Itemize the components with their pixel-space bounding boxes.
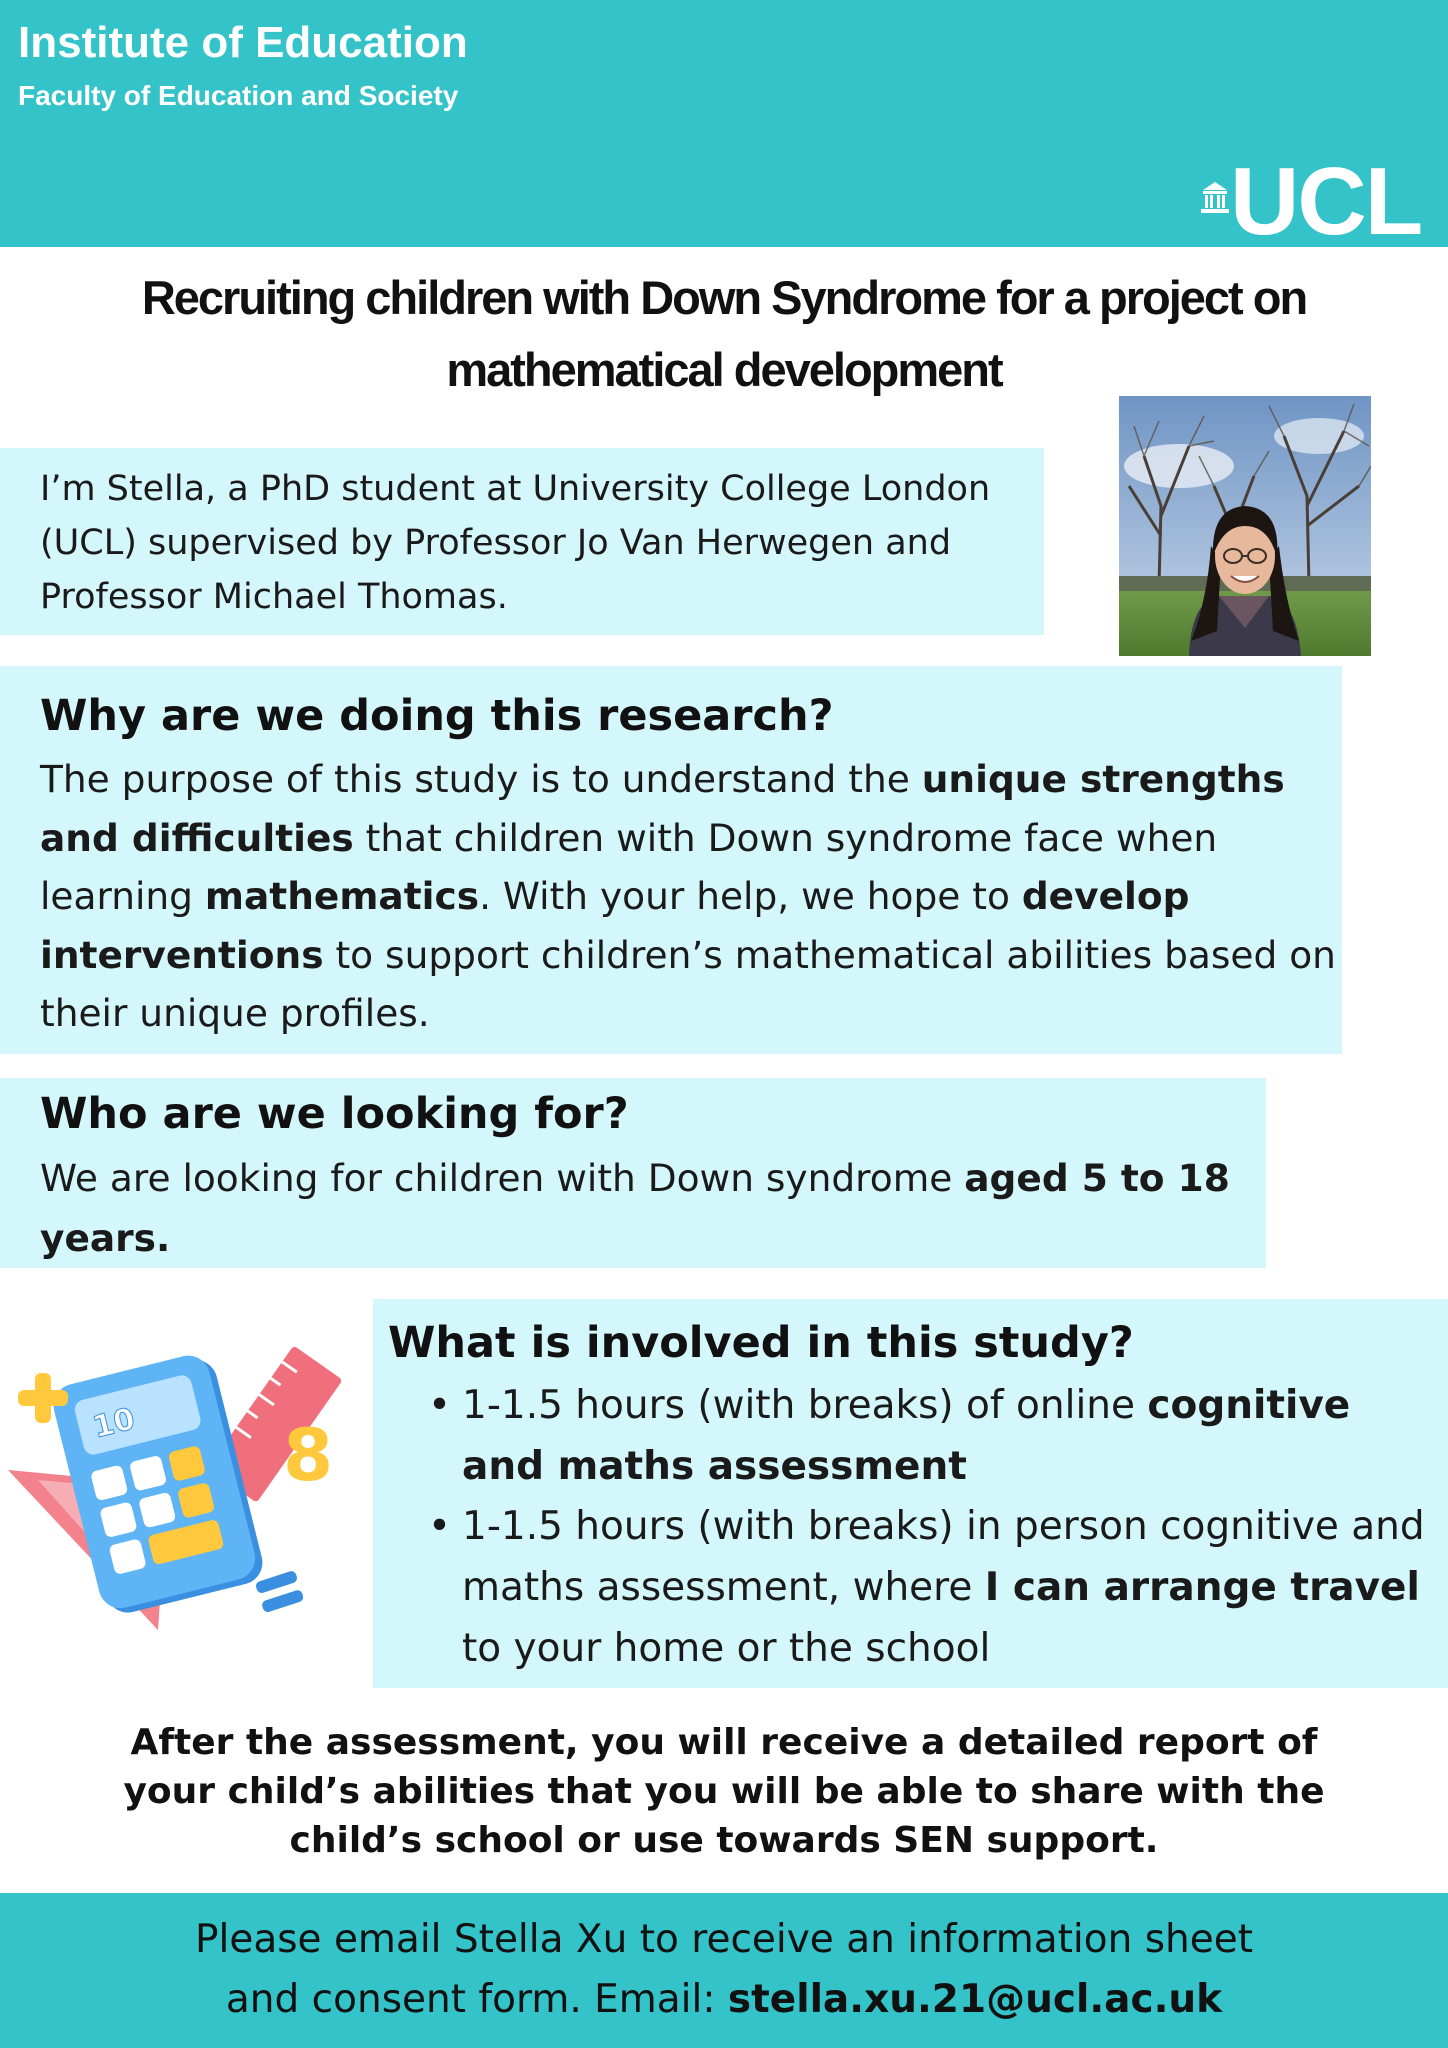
- why-bold-interventions: develop interventions: [40, 874, 1190, 977]
- footer-line-1: Please email Stella Xu to receive an information sheet: [194, 1917, 1254, 1962]
- bullet-dot-icon: •: [428, 1383, 452, 1428]
- ucl-logo: [1200, 148, 1448, 247]
- page-title-line-2: mathematical development: [446, 343, 1002, 396]
- portico-icon: [1200, 182, 1230, 214]
- what-bullet-online: [428, 1375, 1438, 1497]
- bullet-2-text-part-2: to your home or the school: [462, 1626, 991, 1671]
- researcher-photo: [1119, 396, 1371, 656]
- why-body: [40, 750, 1350, 1043]
- calculator-icon: [49, 1350, 267, 1619]
- footer-line-2: [40, 1970, 1408, 2030]
- why-text-part-3: . With your help, we hope to: [479, 874, 1022, 918]
- who-text-part-1: We are looking for children with Down syndrome: [40, 1156, 965, 1200]
- why-text-part-4: to support children’s mathematical abilities based on their unique profiles.: [40, 932, 1336, 1035]
- header-banner: [0, 0, 1448, 247]
- after-assessment-note: After the assessment, you will receive a detailed report of your child’s abilities that you will be able to share with the child’s school or use towards SEN support.: [123, 1722, 1325, 1861]
- why-heading: Why are we doing this research?: [40, 691, 834, 741]
- page-title-line-1: Recruiting children with Down Syndrome for a project on: [141, 271, 1307, 324]
- what-bullet-in-person: [428, 1496, 1438, 1679]
- faculty-name: Faculty of Education and Society: [18, 80, 459, 111]
- footer-contact: [40, 1910, 1408, 2030]
- eight-digit-icon: 8: [283, 1413, 334, 1497]
- what-heading: What is involved in this study?: [388, 1318, 1134, 1368]
- bullet-1-bold: cognitive and maths assessment: [462, 1383, 1351, 1489]
- footer-line-2-prefix: and consent form. Email:: [225, 1977, 728, 2022]
- calculator-illustration: [8, 1330, 358, 1640]
- who-body: [40, 1148, 1260, 1268]
- equals-sign-icon: [255, 1570, 305, 1613]
- institute-name: Institute of Education: [18, 18, 468, 67]
- bullet-2-bold: I can arrange travel: [984, 1565, 1420, 1610]
- why-text-part-1: The purpose of this study is to understand the: [40, 757, 922, 801]
- contact-email[interactable]: stella.xu.21@ucl.ac.uk: [727, 1977, 1223, 2022]
- why-text-part-2: that children with Down syndrome face when learning: [40, 815, 1218, 918]
- ucl-logo-text: UCL: [1230, 148, 1422, 247]
- calculator-display: 10: [89, 1401, 139, 1446]
- why-bold-strengths: unique strengths and difficulties: [40, 757, 1285, 860]
- why-bold-mathematics: mathematics: [204, 874, 480, 918]
- bullet-2-text-part-1: 1-1.5 hours (with breaks) in person cognitive and maths assessment, where: [462, 1504, 1425, 1610]
- who-bold-age: aged 5 to 18 years.: [40, 1156, 1230, 1260]
- page-title: [60, 262, 1388, 406]
- bullet-dot-icon: •: [428, 1504, 452, 1549]
- bullet-1-text: 1-1.5 hours (with breaks) of online: [462, 1383, 1148, 1428]
- who-heading: Who are we looking for?: [40, 1089, 629, 1139]
- intro-text: I’m Stella, a PhD student at University College London (UCL) supervised by Professor Jo Van Herwegen and Professor Michael Thomas.: [40, 469, 991, 617]
